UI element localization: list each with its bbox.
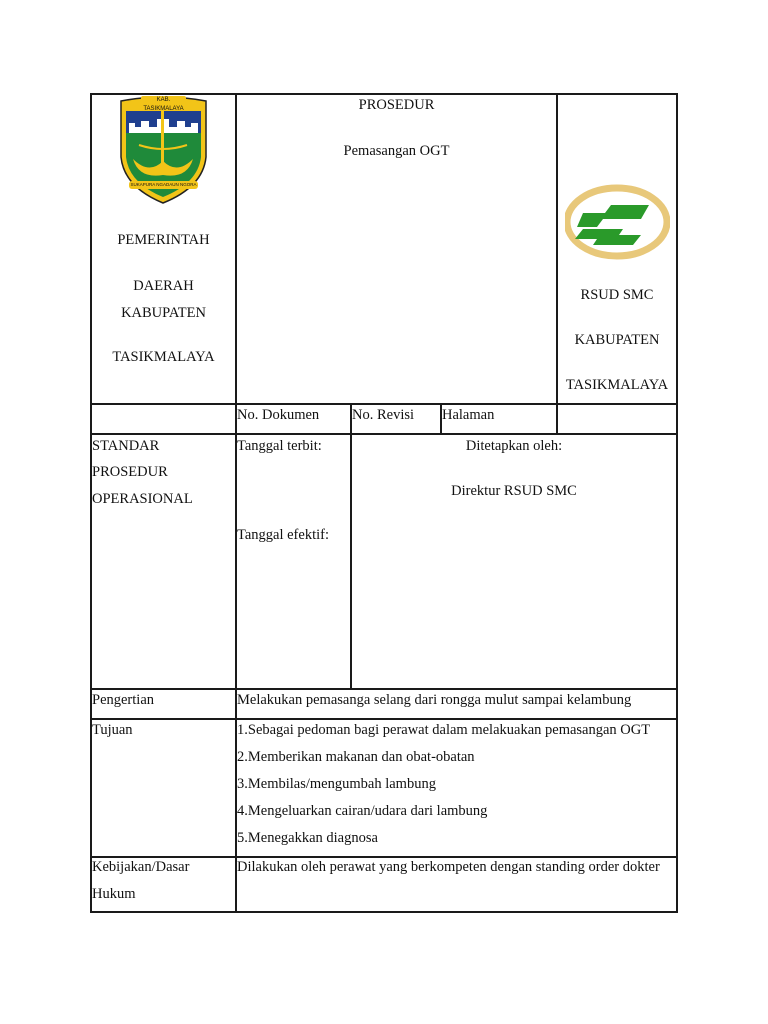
direktur-label: Direktur RSUD SMC	[451, 483, 577, 499]
kebijakan-label-line-2: Hukum	[92, 886, 136, 902]
tujuan-item: 1.Sebagai pedoman bagi perawat dalam melakuakan pemasangan OGT	[237, 722, 651, 738]
no-dokumen-label: No. Dokumen	[237, 407, 320, 423]
border-right	[676, 93, 678, 913]
pengertian-label: Pengertian	[92, 692, 155, 708]
procedure-name: Pemasangan OGT	[343, 143, 450, 159]
page-title: PROSEDUR	[358, 97, 435, 113]
tanggal-efektif-label: Tanggal efektif:	[237, 527, 329, 543]
no-revisi-label: No. Revisi	[352, 407, 415, 423]
crest-motto-text: SUKAPURA NGADAUN NGORA	[130, 182, 197, 187]
tujuan-item: 3.Membilas/mengumbah lambung	[237, 776, 436, 792]
kebijakan-label-line-1: Kebijakan/Dasar	[92, 859, 190, 875]
spo-label-line-3: OPERASIONAL	[92, 491, 193, 507]
header-pemerintah: PEMERINTAH	[117, 232, 210, 248]
rsud-smc-logo	[565, 183, 670, 261]
rule-docrow-bottom	[90, 433, 678, 435]
hospital-kabupaten: KABUPATEN	[574, 332, 660, 348]
tujuan-item: 5.Menegakkan diagnosa	[237, 830, 378, 846]
header-tasikmalaya: TASIKMALAYA	[112, 349, 215, 365]
tujuan-label: Tujuan	[92, 722, 133, 738]
crest-banner-text: KAB. TASIKMALAYA	[143, 97, 184, 112]
tujuan-item: 4.Mengeluarkan cairan/udara dari lambung	[237, 803, 488, 819]
header-daerah: DAERAH	[133, 278, 194, 294]
hospital-tasikmalaya: TASIKMALAYA	[565, 377, 669, 393]
tanggal-terbit-label: Tanggal terbit:	[237, 438, 322, 454]
header-kabupaten: KABUPATEN	[121, 305, 206, 321]
hospital-name: RSUD SMC	[580, 287, 654, 303]
ditetapkan-oleh-label: Ditetapkan oleh:	[465, 438, 563, 454]
kebijakan-text: Dilakukan oleh perawat yang berkompeten dengan standing order dokter	[237, 859, 660, 875]
spo-label-line-1: STANDAR	[92, 438, 160, 454]
pengertian-text: Melakukan pemasanga selang dari rongga mulut sampai kelambung	[237, 692, 632, 708]
spo-label-line-2: PROSEDUR	[92, 464, 168, 480]
halaman-label: Halaman	[442, 407, 495, 423]
sop-form	[90, 93, 678, 913]
kabupaten-crest-logo	[115, 95, 212, 205]
tujuan-item: 2.Memberikan makanan dan obat-obatan	[237, 749, 475, 765]
border-bottom	[90, 911, 678, 913]
